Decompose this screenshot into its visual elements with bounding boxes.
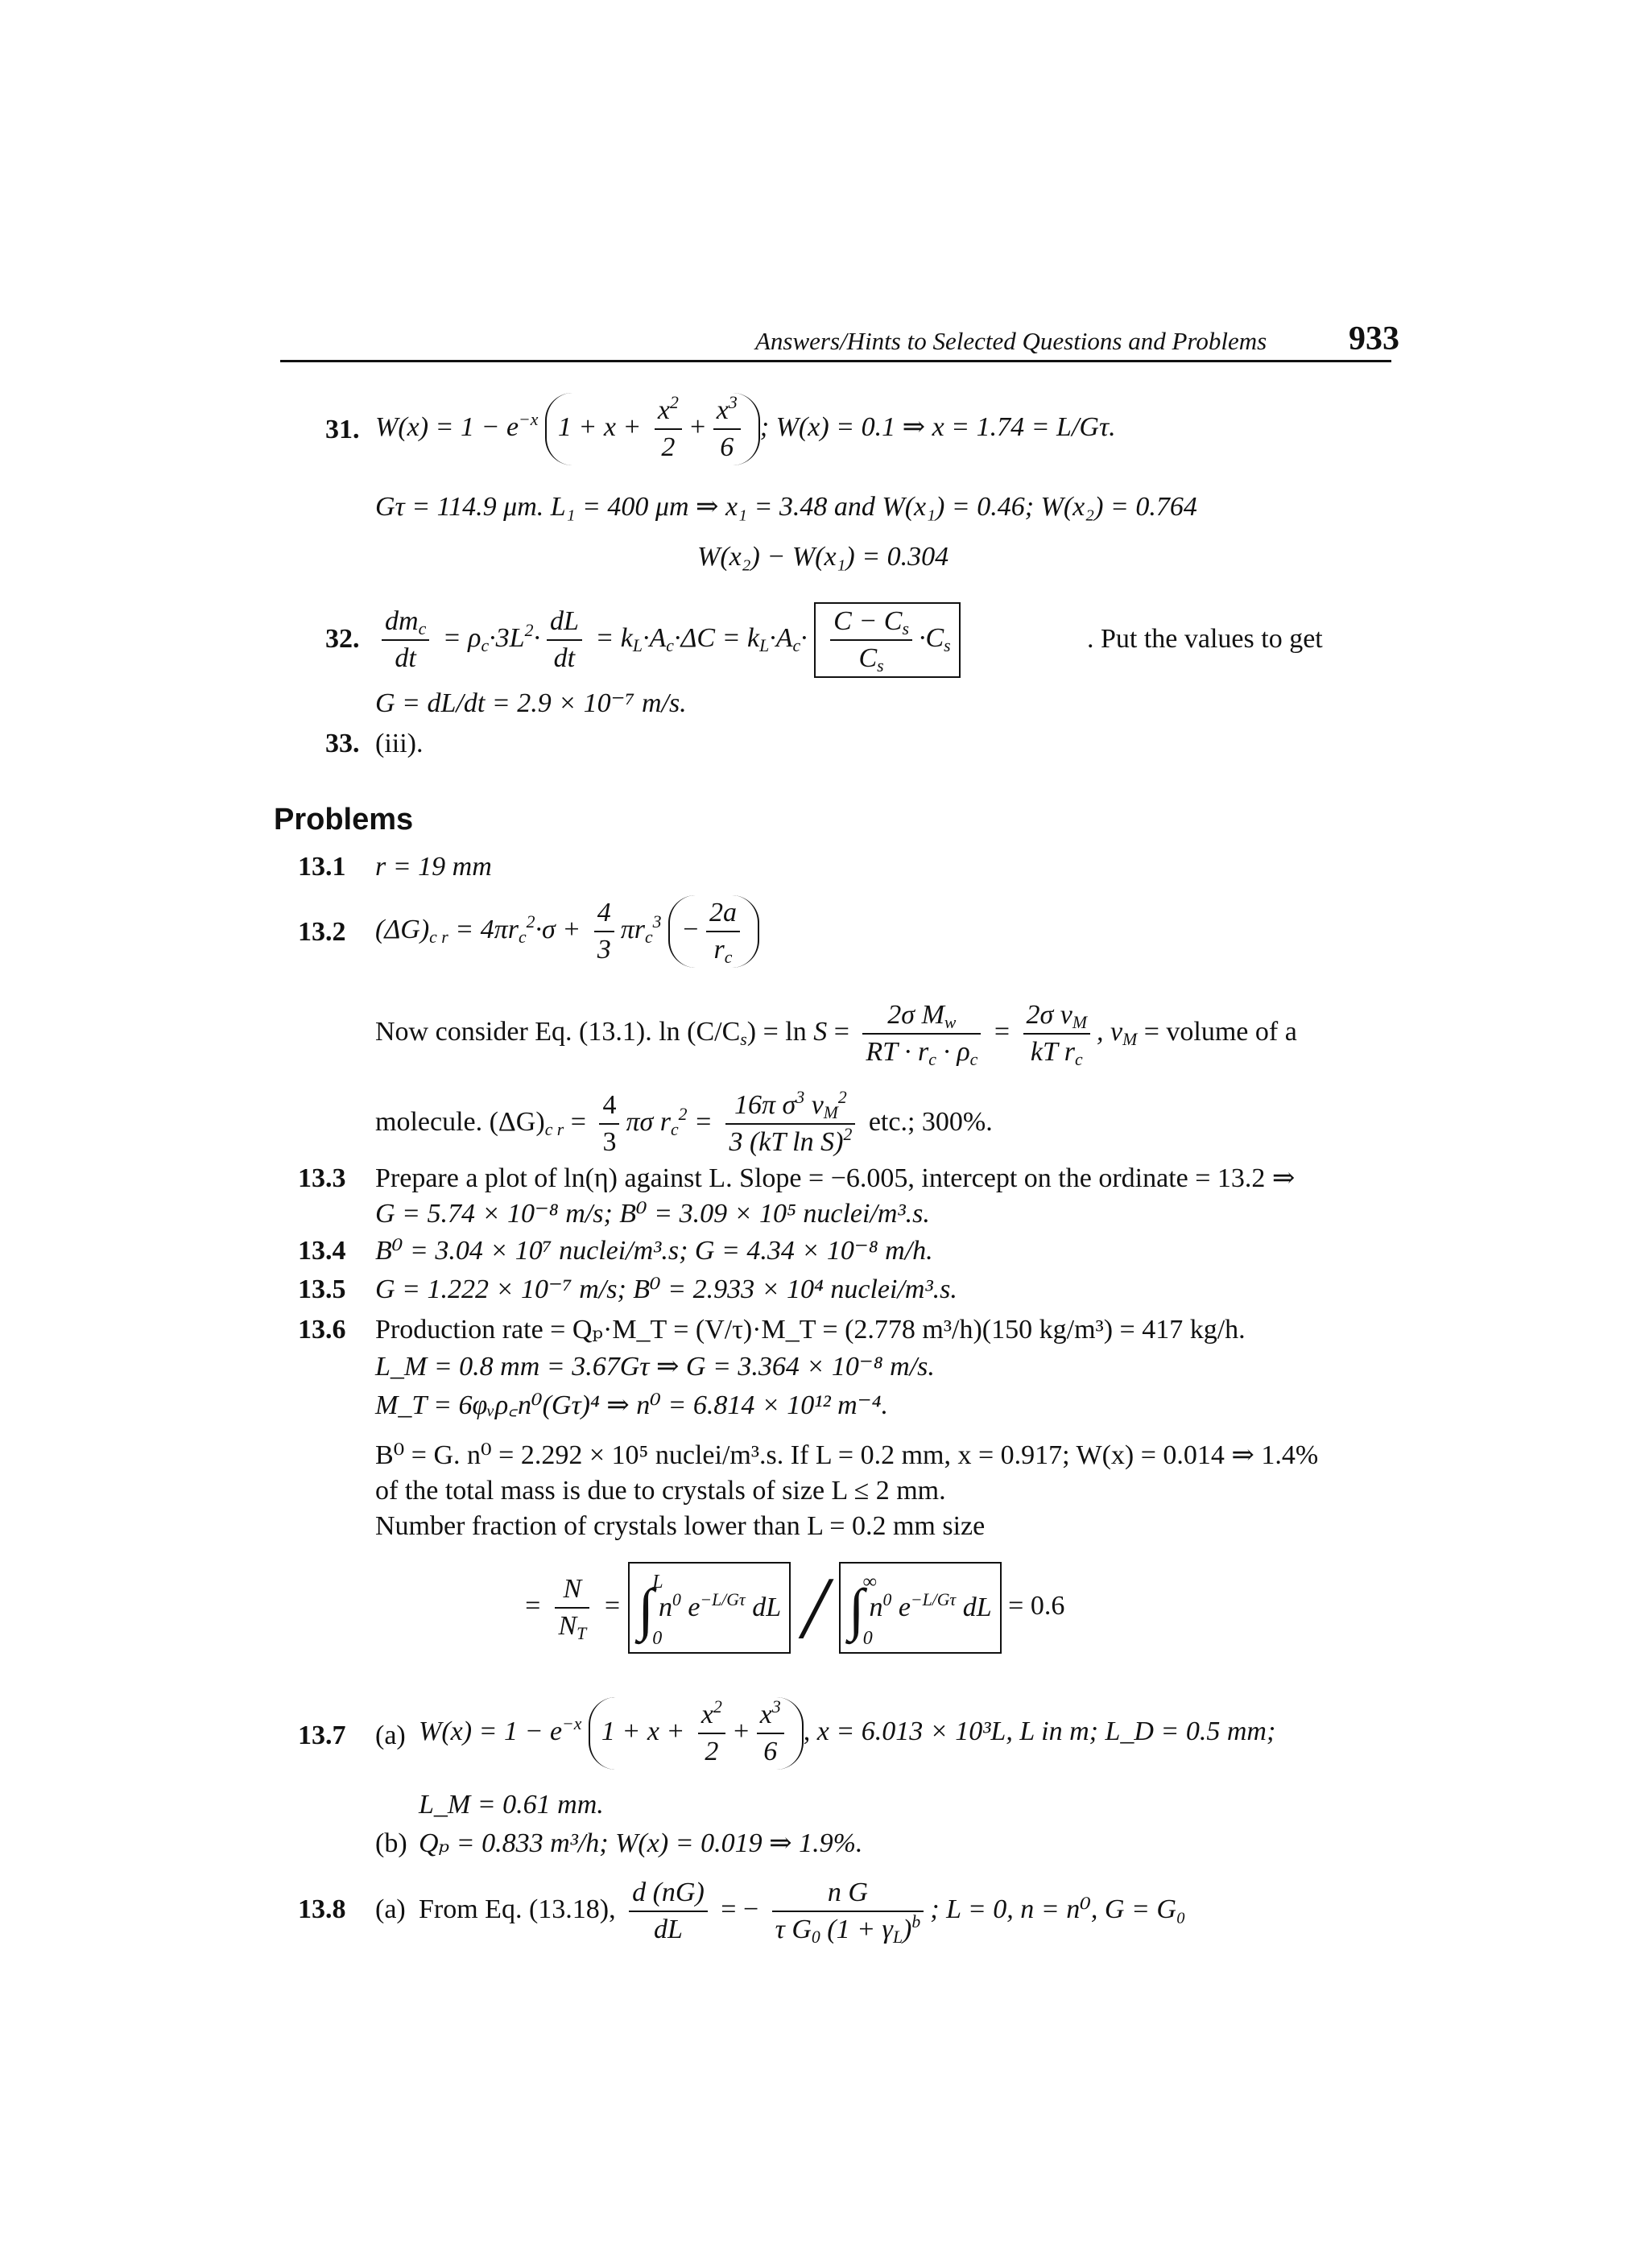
p13-2-molecule: molecule. $(\Delta G)_{c r}$ = $\frac{4}{3}$ πσ $r_c^2$ = $\frac{16\pi \sigma^3 v_M^2}{3 (kT \ln S)^2}$ etc.; 300%. (375, 1088, 993, 1158)
p13-4-number: 13.4 (298, 1236, 346, 1266)
running-header-title: Answers/Hints to Selected Questions and Problems (755, 327, 1267, 355)
q31-line3: W(x₂) − W(x₁) = 0.304 (697, 542, 949, 572)
q32-number: 32. (325, 624, 360, 654)
p13-7-part-a-equation: $W(x) = 1 - e^{-x}$ 1 + x + $\frac{x^2}{2}$ + $\frac{x^3}{6}$ , x = 6.013 × 10³L, L in m; L_D = 0.5 mm; (419, 1697, 1275, 1773)
q32-equation: $\frac{dm_c}{dt}$ = $\rho_c\cdot 3L^2\cdot$ $\frac{dL}{dt}$ = $k_L\cdot A_c\cdot\Delta C = k_L\cdot A_c\cdot$ $\frac{C - C_s}{C_s}$ $\cdot C_s$ (375, 602, 961, 676)
p13-1-answer: r = 19 mm (375, 852, 492, 882)
p13-6-line2: L_M = 0.8 mm = 3.67Gτ ⇒ G = 3.364 × 10⁻⁸ m/s. (375, 1352, 935, 1382)
p13-6-line3: M_T = 6φᵥρ꜀n⁰(Gτ)⁴ ⇒ n⁰ = 6.814 × 10¹² m⁻⁴. (375, 1390, 888, 1420)
q31-equation: $W(x) = 1 - e^{-x}$ 1 + x + $\frac{x^2}{2}$ + $\frac{x^3}{6}$ ; W(x) = 0.1 ⇒ x = 1.74 = L/Gτ. (375, 393, 1116, 465)
problems-heading: Problems (274, 803, 414, 837)
p13-8-number: 13.8 (298, 1894, 346, 1924)
p13-3-line1: Prepare a plot of ln(η) against L. Slope = −6.005, intercept on the ordinate = 13.2 ⇒ (375, 1163, 1296, 1193)
q31-number: 31. (325, 415, 360, 444)
p13-7-part-b-label: (b) (375, 1828, 407, 1858)
p13-5-number: 13.5 (298, 1274, 346, 1304)
p13-3-number: 13.3 (298, 1163, 346, 1193)
q33-answer: (iii). (375, 729, 424, 758)
p13-6-line1: Production rate = Qₚ·M_T = (V/τ)·M_T = (2.778 m³/h)(150 kg/m³) = 417 kg/h. (375, 1315, 1246, 1345)
p13-2-now-consider: Now consider Eq. (13.1). $\ln (C/C_s) = \ln S$ = $\frac{2\sigma M_w}{RT \cdot r_c \cdot \rho_c}$ = $\frac{2\sigma v_M}{kT r_c}$ , $v_M$ = volume of a (375, 995, 1297, 1069)
p13-7-part-a-line2: L_M = 0.61 mm. (419, 1790, 604, 1820)
p13-6-number: 13.6 (298, 1315, 346, 1345)
p13-2-number: 13.2 (298, 917, 346, 947)
p13-7-part-b-answer: Qₚ = 0.833 m³/h; W(x) = 0.019 ⇒ 1.9%. (419, 1828, 863, 1858)
header-rule (280, 360, 1391, 362)
p13-6-number-fraction-equation: = $\frac{N}{N_T}$ = ∫ L 0 $n^0$ $e^{-L/G\tau}$ dL / ∫ ∞ 0 $n^0$ $e^{-L/G\tau}$ dL = 0.6 (523, 1559, 1065, 1658)
p13-4-answer: B⁰ = 3.04 × 10⁷ nuclei/m³.s; G = 4.34 × 10⁻⁸ m/h. (375, 1236, 933, 1266)
q32-line2: G = dL/dt = 2.9 × 10⁻⁷ m/s. (375, 688, 687, 718)
page-number: 933 (1349, 320, 1399, 357)
p13-3-line2: G = 5.74 × 10⁻⁸ m/s; B⁰ = 3.09 × 10⁵ nuclei/m³.s. (375, 1199, 930, 1229)
p13-6-line4: B⁰ = G. n⁰ = 2.292 × 10⁵ nuclei/m³.s. If L = 0.2 mm, x = 0.917; W(x) = 0.014 ⇒ 1.4% (375, 1440, 1319, 1470)
q33-number: 33. (325, 729, 360, 758)
p13-7-part-a-label: (a) (375, 1721, 406, 1750)
p13-6-line6: Number fraction of crystals lower than L = 0.2 mm size (375, 1511, 986, 1541)
p13-2-equation: $(\Delta G)_{c r} = 4\pi r_c^2\cdot\sigma$ + $\frac{4}{3}$ $\pi r_c^3$ − $\frac{2a}{r_c}$ (375, 895, 759, 969)
p13-6-line5: of the total mass is due to crystals of size L ≤ 2 mm. (375, 1476, 946, 1506)
p13-5-answer: G = 1.222 × 10⁻⁷ m/s; B⁰ = 2.933 × 10⁴ nuclei/m³.s. (375, 1274, 957, 1304)
q31-line2: Gτ = 114.9 μm. L₁ = 400 μm ⇒ x₁ = 3.48 and W(x₁) = 0.46; W(x₂) = 0.764 (375, 492, 1197, 522)
p13-8-equation: From Eq. (13.18), $\frac{d (nG)}{dL}$ = − $\frac{\text{n G}}{\tau G_0 (1 + \gamma_L)^b}$ ; L = 0, n = n⁰, G = G₀ (419, 1873, 1186, 1947)
p13-8-part-a-label: (a) (375, 1894, 406, 1924)
p13-7-number: 13.7 (298, 1721, 346, 1750)
q32-tail: . Put the values to get (1087, 624, 1323, 654)
p13-1-number: 13.1 (298, 852, 346, 882)
